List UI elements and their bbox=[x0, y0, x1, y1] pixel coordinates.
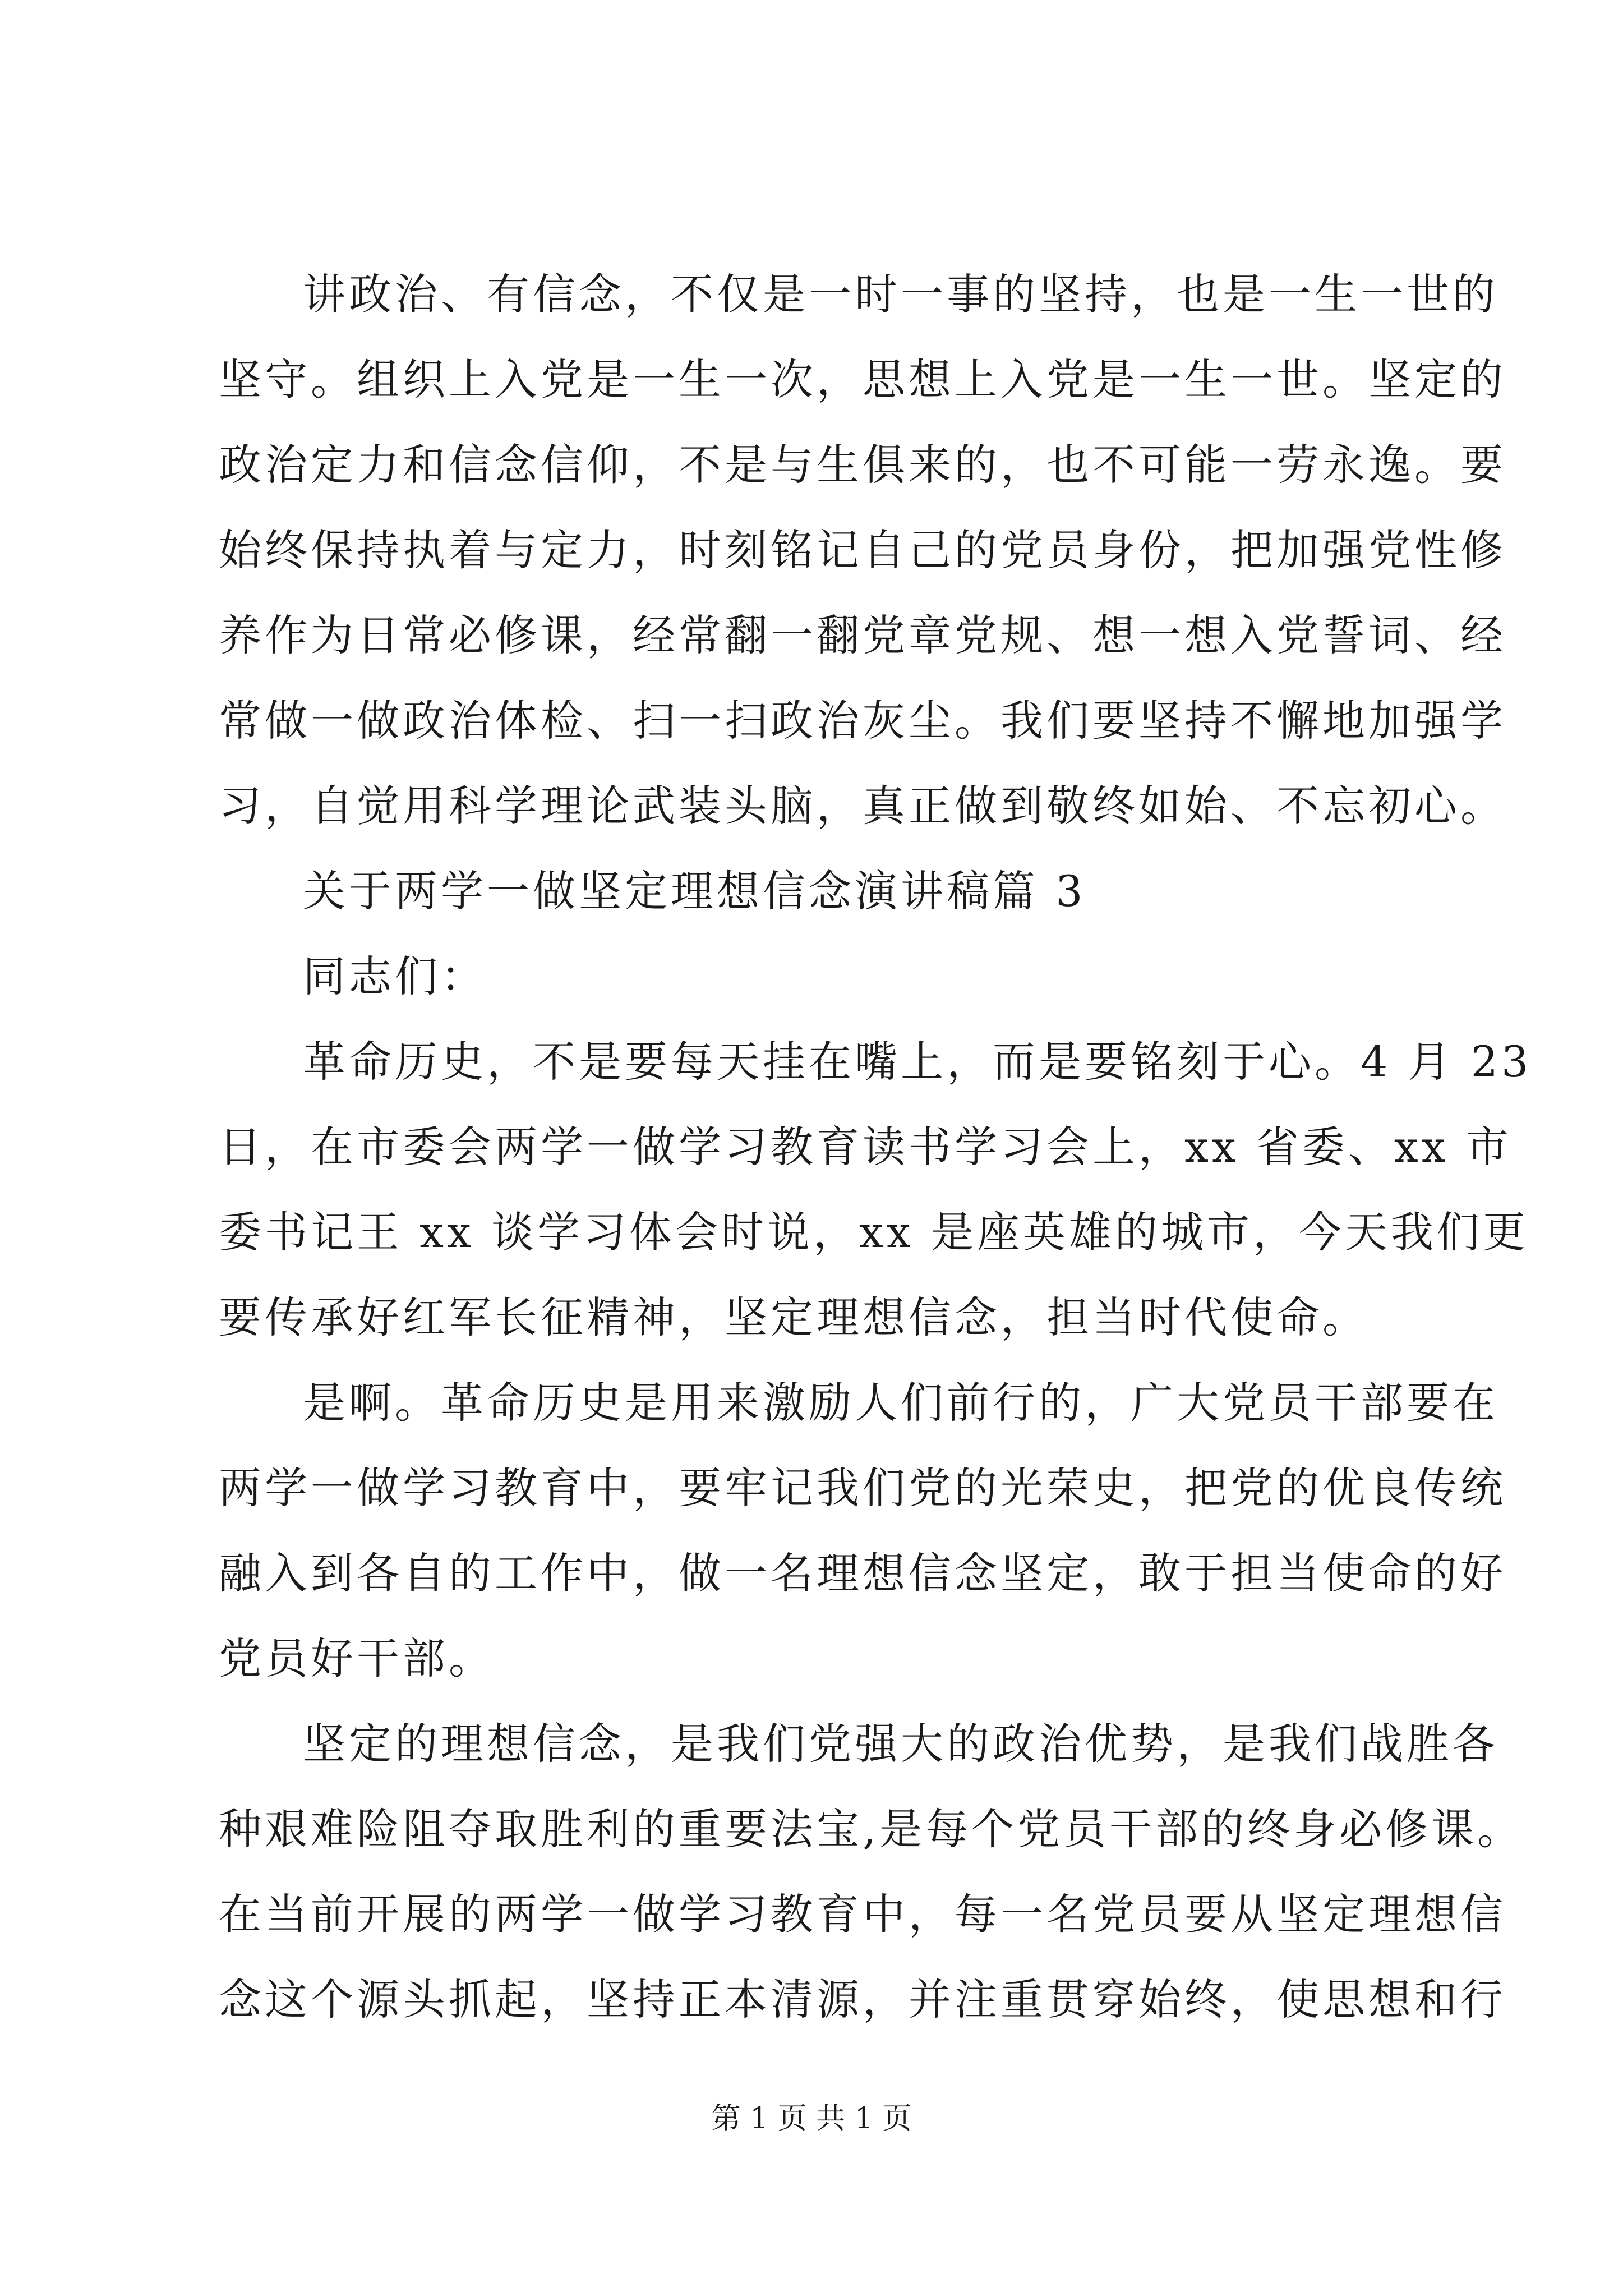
text-line: 委书记王 xx 谈学习体会时说，xx 是座英雄的城市，今天我们更 bbox=[219, 1207, 1529, 1257]
text-line: 养作为日常必修课，经常翻一翻党章党规、想一想入党誓词、经 bbox=[219, 610, 1506, 660]
text-line: 融入到各自的工作中，做一名理想信念坚定，敢于担当使命的好 bbox=[219, 1548, 1506, 1598]
text-line: 革命历史，不是要每天挂在嘴上，而是要铭刻于心。4 月 23 bbox=[303, 1037, 1532, 1087]
page-footer: 第 1 页 共 1 页 bbox=[711, 2102, 912, 2136]
text-line: 始终保持执着与定力，时刻铭记自己的党员身份，把加强党性修 bbox=[219, 525, 1506, 575]
text-line-last: 念这个源头抓起，坚持正本清源，并注重贯穿始终，使思想和行 bbox=[219, 1975, 1506, 2024]
section-heading: 关于两学一做坚定理想信念演讲稿篇 3 bbox=[303, 866, 1086, 916]
text-line: 坚定的理想信念，是我们党强大的政治优势，是我们战胜各 bbox=[303, 1719, 1498, 1769]
text-line: 在当前开展的两学一做学习教育中，每一名党员要从坚定理想信 bbox=[219, 1889, 1506, 1939]
text-line: 坚守。组织上入党是一生一次，思想上入党是一生一世。坚定的 bbox=[219, 355, 1506, 404]
text-line: 两学一做学习教育中，要牢记我们党的光荣史，把党的优良传统 bbox=[219, 1463, 1506, 1513]
text-line: 讲政治、有信念，不仅是一时一事的坚持，也是一生一世的 bbox=[303, 269, 1498, 319]
text-line: 是啊。革命历史是用来激励人们前行的，广大党员干部要在 bbox=[303, 1378, 1498, 1428]
salutation: 同志们： bbox=[303, 951, 487, 1001]
text-line: 习，自觉用科学理论武装头脑，真正做到敬终如始、不忘初心。 bbox=[219, 781, 1506, 831]
text-line: 政治定力和信念信仰，不是与生俱来的，也不可能一劳永逸。要 bbox=[219, 440, 1506, 490]
text-line: 常做一做政治体检、扫一扫政治灰尘。我们要坚持不懈地加强学 bbox=[219, 696, 1506, 746]
text-line: 种艰难险阻夺取胜利的重要法宝,是每个党员干部的终身必修课。 bbox=[219, 1804, 1524, 1854]
text-line: 要传承好红军长征精神，坚定理想信念，担当时代使命。 bbox=[219, 1292, 1368, 1342]
text-line: 日，在市委会两学一做学习教育读书学习会上，xx 省委、xx 市 bbox=[219, 1122, 1512, 1172]
text-line: 党员好干部。 bbox=[219, 1634, 495, 1683]
